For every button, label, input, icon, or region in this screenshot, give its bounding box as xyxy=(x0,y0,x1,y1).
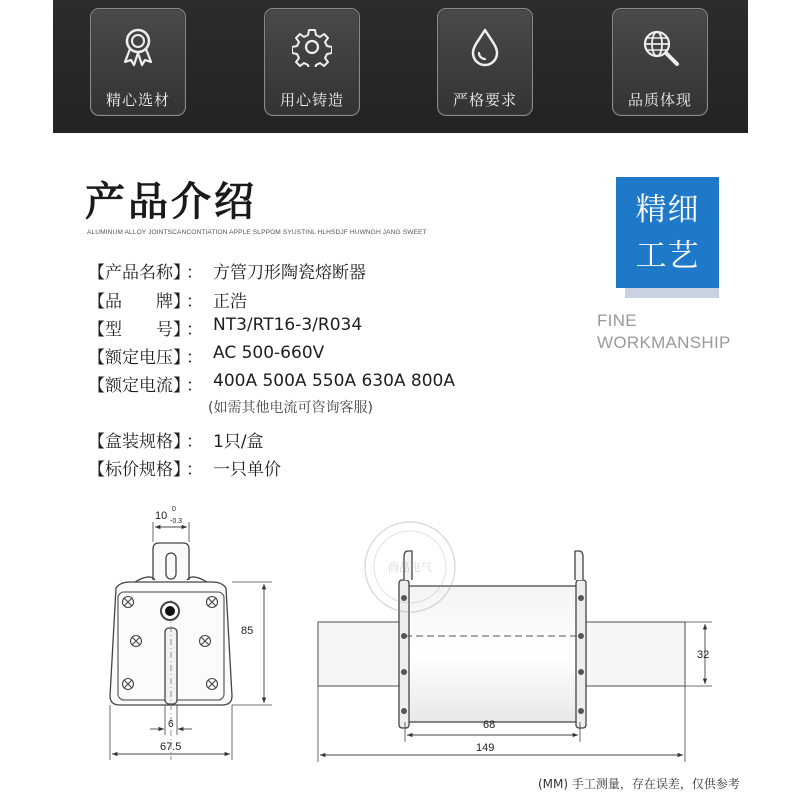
spec-value: NT3/RT16-3/R034 xyxy=(213,315,363,335)
fine-text-line-1: FINE xyxy=(597,311,637,330)
badge-line-2: 工艺 xyxy=(635,238,700,274)
dim-label-height: 85 xyxy=(241,625,254,637)
fine-text-line-2: WORKMANSHIP xyxy=(597,333,731,352)
spec-colon: ： xyxy=(186,432,203,452)
section-title: 产品介绍 xyxy=(85,179,257,225)
spec-colon: ： xyxy=(186,460,203,480)
measurement-caption: (MM) 手工测量，存在误差，仅供参考 xyxy=(538,777,740,791)
spec-colon: ： xyxy=(186,376,203,396)
spec-key: 【额定电流】 xyxy=(88,376,190,396)
spec-colon: ： xyxy=(186,292,203,312)
spec-key: 【品 牌】 xyxy=(88,292,190,312)
badge-line-1: 精细 xyxy=(635,192,700,228)
spec-colon: ： xyxy=(186,320,203,340)
dim-label-tab-tol-lower: -0.3 xyxy=(170,518,183,525)
spec-key: 【标价规格】 xyxy=(88,460,190,480)
spec-value: 一只单价 xyxy=(213,460,281,480)
feature-label: 品质体现 xyxy=(627,91,692,109)
spec-colon: ： xyxy=(186,348,203,368)
section-subtitle: ALUMINUM ALLOY JOINTSCANCONTIATION APPLE SLPPOM SYUSTINL HLHSDJF HUWNGH JANG SWEET xyxy=(87,229,427,236)
spec-key: 【盒装规格】 xyxy=(88,432,190,452)
current-note: (如需其他电流可咨询客服) xyxy=(208,400,373,416)
spec-value: 400A 500A 550A 630A 800A xyxy=(213,371,456,391)
spec-key: 【额定电压】 xyxy=(88,348,190,368)
spec-value: AC 500-660V xyxy=(213,343,325,363)
dim-label-tab-width: 10 xyxy=(155,510,168,522)
spec-value: 1只/盒 xyxy=(213,432,264,452)
dim-label-width: 67.5 xyxy=(160,741,182,753)
dim-label-tab-tol-upper: 0 xyxy=(172,506,176,513)
side-view xyxy=(318,551,712,762)
dim-label-body: 68 xyxy=(483,719,496,731)
spec-value: 方管刀形陶瓷熔断器 xyxy=(213,263,366,283)
dim-label-blade: 6 xyxy=(168,719,174,730)
feature-label: 精心选材 xyxy=(105,91,170,109)
spec-key: 【型 号】 xyxy=(88,320,190,340)
dim-label-total: 149 xyxy=(476,742,495,754)
spec-value: 正浩 xyxy=(213,292,247,312)
feature-label: 用心铸造 xyxy=(279,91,344,109)
watermark-text: 尚品电气 xyxy=(388,561,432,574)
feature-label: 严格要求 xyxy=(452,91,517,109)
spec-key: 【产品名称】 xyxy=(88,263,190,283)
front-view xyxy=(110,522,272,760)
spec-colon: ： xyxy=(186,263,203,283)
dim-label-blade-height: 32 xyxy=(697,649,710,661)
